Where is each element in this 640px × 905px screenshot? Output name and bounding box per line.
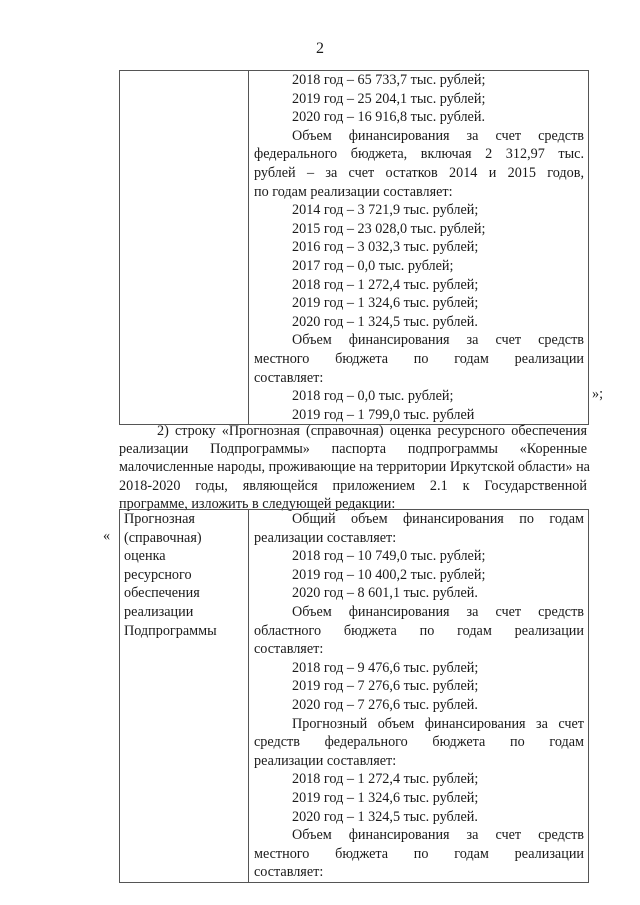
table2-text-line: средств федерального бюджета по годам <box>254 734 584 751</box>
row-label-line: (справочная) <box>124 529 202 546</box>
row-label-line: обеспечения <box>124 585 200 602</box>
table2-row-label <box>120 510 248 640</box>
paragraph-line: программе, изложить в следующей редакции: <box>119 495 396 512</box>
table2-text-line: областного бюджета по годам реализации <box>254 622 584 639</box>
row-label-line: Прогнозная <box>124 511 195 527</box>
table1-text-line: 2017 год – 0,0 тыс. рублей; <box>292 257 454 274</box>
table2-text-line: местного бюджета по годам реализации <box>254 845 584 862</box>
table1-text-line: 2019 год – 1 324,6 тыс. рублей; <box>292 295 479 312</box>
table2-funding-text <box>249 510 588 882</box>
table1-funding-text <box>249 71 588 424</box>
table2-text-line: реализации составляет: <box>254 529 397 546</box>
table1-text-line: 2019 год – 25 204,1 тыс. рублей; <box>292 90 486 107</box>
table2-text-line: 2018 год – 10 749,0 тыс. рублей; <box>292 548 486 565</box>
table2-text-line: 2020 год – 8 601,1 тыс. рублей. <box>292 585 478 602</box>
row-label-line: Подпрограммы <box>124 622 217 639</box>
resource-assessment-table <box>119 509 589 883</box>
opening-quote: « <box>103 528 111 544</box>
table1-right-cell <box>249 71 589 425</box>
table1-text-line: федерального бюджета, включая 2 312,97 тыс. <box>254 146 584 163</box>
table1-text-line: 2018 год – 1 272,4 тыс. рублей; <box>292 276 479 293</box>
amendment-paragraph <box>119 422 590 513</box>
table2-right-cell <box>249 510 589 883</box>
table1-text-line: 2020 год – 1 324,5 тыс. рублей. <box>292 313 478 330</box>
table2-text-line: 2020 год – 1 324,5 тыс. рублей. <box>292 808 478 825</box>
table1-text-line: местного бюджета по годам реализации <box>254 350 584 367</box>
table2-text-line: 2020 год – 7 276,6 тыс. рублей. <box>292 696 478 713</box>
table2-text-line: реализации составляет: <box>254 752 397 769</box>
table2-text-line: 2019 год – 7 276,6 тыс. рублей; <box>292 678 479 695</box>
table2-text-line: 2018 год – 1 272,4 тыс. рублей; <box>292 771 479 788</box>
table1-text-line: Объем финансирования за счет средств <box>292 127 584 144</box>
table2-text-line: составляет: <box>254 864 324 881</box>
table1-text-line: рублей – за счет остатков 2014 и 2015 годов, <box>254 164 584 181</box>
table2-text-line: Общий объем финансирования по годам <box>292 511 584 527</box>
paragraph-line: реализации Подпрограммы» паспорта подпрограммы «Коренные <box>119 441 587 458</box>
table1-text-line: по годам реализации составляет: <box>254 183 453 200</box>
table1-text-line: Объем финансирования за счет средств <box>292 332 584 349</box>
table1-text-line: 2020 год – 16 916,8 тыс. рублей. <box>292 109 485 126</box>
table1-text-line: 2016 год – 3 032,3 тыс. рублей; <box>292 239 479 256</box>
funding-table-continued <box>119 70 589 425</box>
table1-text-line: 2014 год – 3 721,9 тыс. рублей; <box>292 202 479 219</box>
paragraph-line: малочисленные народы, проживающие на территории Иркутской области» на <box>119 459 590 476</box>
row-label-line: оценка <box>124 548 166 565</box>
table2-text-line: 2019 год – 1 324,6 тыс. рублей; <box>292 789 479 806</box>
table2-left-cell <box>120 510 249 883</box>
paragraph-line: 2018-2020 годы, являющейся приложением 2.1 к Государственной <box>119 477 587 494</box>
table1-text-line: 2019 год – 1 799,0 тыс. рублей <box>292 406 475 423</box>
table2-text-line: 2019 год – 10 400,2 тыс. рублей; <box>292 566 486 583</box>
table2-text-line: Объем финансирования за счет средств <box>292 603 584 620</box>
table1-text-line: 2015 год – 23 028,0 тыс. рублей; <box>292 220 486 237</box>
table1-left-cell <box>120 71 249 425</box>
paragraph-line: 2) строку «Прогнозная (справочная) оценка ресурсного обеспечения <box>157 423 587 439</box>
table1-text-line: 2018 год – 0,0 тыс. рублей; <box>292 388 454 405</box>
page-number: 2 <box>316 40 324 57</box>
row-label-line: ресурсного <box>124 566 192 583</box>
row-label-line: реализации <box>124 603 194 620</box>
table1-text-line: составляет: <box>254 369 324 386</box>
table2-text-line: составляет: <box>254 641 324 658</box>
table2-text-line: 2018 год – 9 476,6 тыс. рублей; <box>292 659 479 676</box>
table2-text-line: Прогнозный объем финансирования за счет <box>292 715 584 732</box>
closing-quote: »; <box>592 386 604 402</box>
table1-text-line: 2018 год – 65 733,7 тыс. рублей; <box>292 72 486 88</box>
table2-text-line: Объем финансирования за счет средств <box>292 827 584 844</box>
